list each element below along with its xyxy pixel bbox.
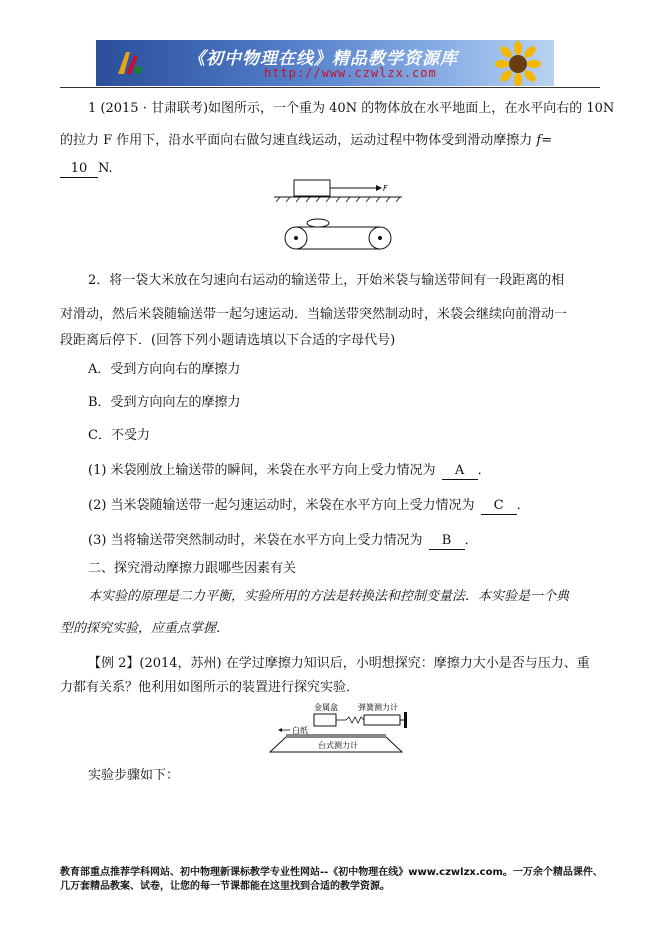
q2-line1: 2．将一袋大米放在匀速向右运动的输送带上，开始米袋与输送带间有一段距离的相 (88, 273, 565, 288)
sub-question-2: (2) 当米袋随输送带一起匀速运动时，米袋在水平方向上受力情况为 C ． (88, 498, 530, 513)
logo-icon (114, 48, 144, 78)
q1-line2 (60, 133, 552, 149)
option-b: B．受到方向向左的摩擦力 (88, 395, 241, 410)
section-note-line2: 型的探究实验，应重点掌握． (60, 621, 230, 636)
spring (346, 717, 364, 723)
option-c: C．不受力 (88, 428, 150, 443)
figure-apparatus (262, 700, 412, 758)
section-heading: 二、探究滑动摩擦力跟哪些因素有关 (88, 561, 297, 576)
block (294, 180, 330, 196)
platform-scale-label: 台式测力计 (318, 741, 358, 750)
section-note-line1: 本实验的原理是二力平衡，实验所用的方法是转换法和控制变量法．本实验是一个典 (88, 589, 570, 604)
example-line1: 【例 2】(2014，苏州) 在学过摩擦力知识后，小明想探究：摩擦力大小是否与压力、重 (88, 656, 590, 671)
q1-answer: 10 (60, 161, 98, 178)
q1-line1: 1 (2015 · 甘肃联考)如图所示，一个重为 40N 的物体放在水平地面上，在水平向右的 10N (88, 101, 615, 116)
spring-scale (364, 715, 400, 725)
figure-block-and-conveyor (270, 176, 410, 256)
q1-line3 (60, 161, 113, 178)
sub-answer-2: C (481, 498, 517, 515)
example-line2: 力都有关系？他利用如图所示的装置进行探究实验． (60, 680, 360, 695)
force-label: F (383, 184, 388, 193)
banner-url: http://www.czwlzx.com (264, 66, 437, 80)
header-banner (96, 40, 554, 86)
equals-sign: = (541, 133, 553, 148)
sub-question-3: (3) 当将输送带突然制动时，米袋在水平方向上受力情况为 B ． (88, 533, 478, 548)
spring-scale-label: 弹簧测力计 (358, 703, 398, 712)
metal-box (314, 714, 336, 726)
header-rule (60, 87, 600, 88)
wall (404, 712, 407, 728)
paper-arrow-head (278, 728, 282, 732)
sub-answer-3: B (429, 533, 465, 550)
q2-line3: 段距离后停下．(回答下列小题请选填以下合适的字母代号) (60, 333, 396, 348)
sub-answer-1: A (442, 463, 478, 480)
force-arrow-head (376, 185, 382, 191)
option-a: A．受到方向向右的摩擦力 (88, 362, 241, 377)
sub-question-1: (1) 米袋刚放上输送带的瞬间，米袋在水平方向上受力情况为 A ． (88, 463, 491, 478)
sunflower-icon (496, 42, 540, 86)
q1-unit: N. (98, 161, 113, 176)
friction-symbol: f (536, 133, 542, 148)
q1-line2-text: 的拉力 F 作用下，沿水平面向右做匀速直线运动，运动过程中物体受到滑动摩擦力 (60, 133, 537, 148)
footer-line2: 几万套精品教案、试卷，让您的每一节课都能在这里找到合适的教学资源。 (60, 881, 390, 892)
rice-bag (307, 219, 329, 227)
white-paper-label: 白纸 (292, 726, 308, 735)
ground-hatching (276, 197, 400, 202)
banner-title: 《初中物理在线》精品教学资源库 (188, 49, 458, 69)
q2-line2: 对滑动，然后米袋随输送带一起匀速运动．当输送带突然制动时，米袋会继续向前滑动一 (60, 307, 568, 322)
metal-box-label: 金属盒 (314, 703, 338, 712)
footer (60, 866, 603, 894)
steps-label: 实验步骤如下： (88, 768, 180, 783)
footer-line1: 教育部重点推荐学科网站、初中物理新课标教学专业性网站--《初中物理在线》www.czwlzx.com。一万余个精品课件、 (60, 867, 603, 878)
